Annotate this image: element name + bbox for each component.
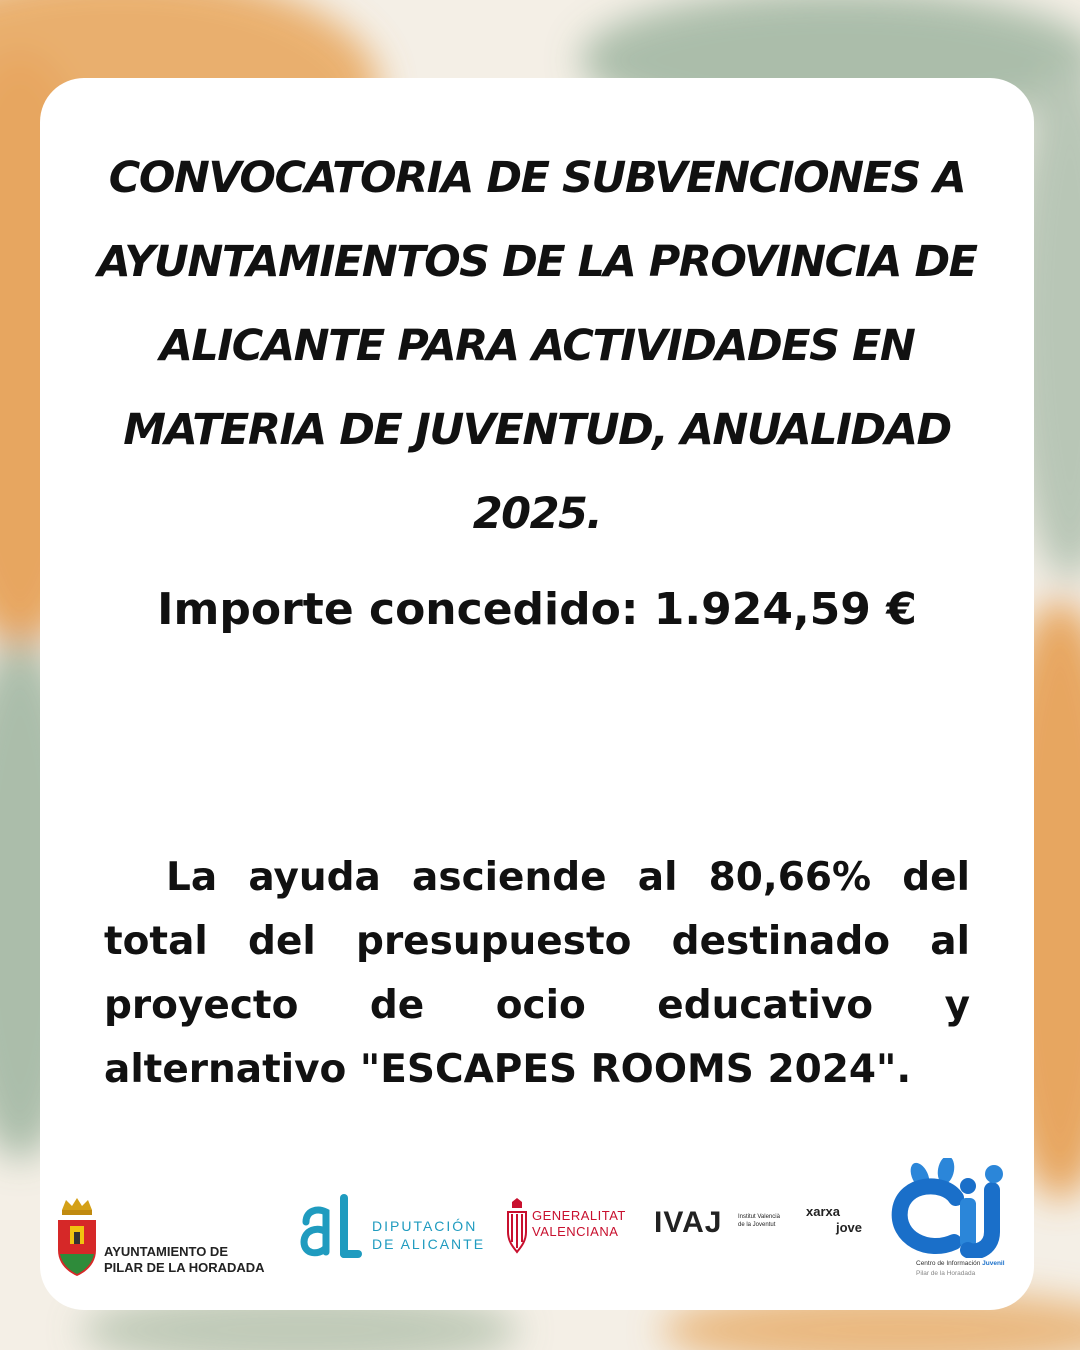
xarxa-logo-line1: xarxa	[806, 1204, 840, 1219]
diputacion-logo-line1: DIPUTACIÓN	[372, 1218, 478, 1234]
cij-logo-line1: Centro de Información Juvenil	[916, 1260, 1005, 1267]
al-monogram-icon	[298, 1186, 364, 1266]
content-card	[40, 78, 1034, 1310]
generalitat-logo-line1: GENERALITAT	[532, 1208, 626, 1223]
cij-logo	[888, 1158, 1028, 1288]
valencian-shield-icon	[506, 1198, 528, 1254]
diputacion-logo-line2: DE ALICANTE	[372, 1236, 486, 1252]
ivaj-logo-line2: de la Joventut	[738, 1222, 776, 1228]
ivaj-logo	[654, 1202, 794, 1252]
ivaj-logo-mark: IVAJ	[654, 1206, 723, 1239]
pilar-logo-line1: AYUNTAMIENTO DE	[104, 1244, 228, 1259]
diputacion-alicante-logo	[298, 1186, 488, 1266]
page-title: CONVOCATORIA DE SUBVENCIONES A AYUNTAMIENTOS DE LA PROVINCIA DE ALICANTE PARA ACTIVIDADES EN MATERIA DE JUVENTUD, ANUALIDAD 2025.	[97, 153, 977, 539]
xarxa-jove-logo	[806, 1202, 876, 1252]
pilar-logo-line2: PILAR DE LA HORADADA	[104, 1260, 265, 1275]
cij-hand-logo-icon	[888, 1158, 1028, 1258]
description-paragraph: La ayuda asciende al 80,66% del total del presupuesto destinado al proyecto de ocio educativo y alternativo "ESCAPES ROOMS 2024".	[104, 855, 970, 1092]
coat-of-arms-icon	[54, 1198, 100, 1278]
generalitat-logo-line2: VALENCIANA	[532, 1224, 619, 1239]
generalitat-valenciana-logo	[506, 1198, 646, 1258]
ayuntamiento-pilar-logo	[54, 1198, 284, 1278]
ivaj-logo-line1: Institut Valencià	[738, 1214, 780, 1220]
sponsor-logos	[40, 1158, 1034, 1308]
amount-granted: Importe concedido: 1.924,59 €	[157, 584, 917, 635]
cij-logo-line2: Pilar de la Horadada	[916, 1270, 976, 1277]
xarxa-logo-line2: jove	[836, 1220, 863, 1235]
